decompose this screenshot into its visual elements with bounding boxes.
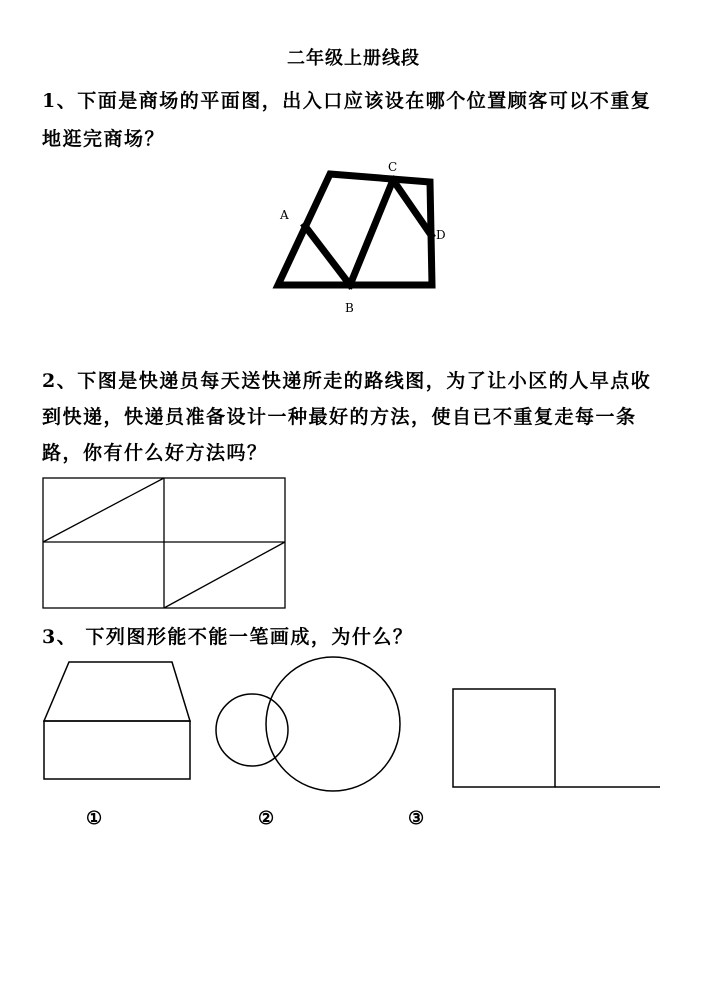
route-diagonal-top-left [43, 478, 164, 542]
figure-number-1: ① [86, 808, 103, 829]
mall-path-b-c [350, 180, 393, 285]
mall-floor-plan [260, 150, 460, 320]
figure-number-3: ③ [408, 808, 425, 829]
point-label-b: B [345, 301, 354, 315]
route-diagonal-bottom-right [164, 542, 285, 608]
question-2-line-2: 到快递，快递员准备设计一种最好的方法，使自已不重复走每一条 [42, 406, 637, 428]
figures-one-stroke [40, 650, 665, 795]
figure-3-square [453, 689, 555, 787]
delivery-route-map [40, 475, 290, 613]
question-2-line-3: 路，你有什么好方法吗？ [42, 442, 268, 464]
question-1-line-2: 地逛完商场？ [42, 128, 166, 150]
point-label-a: A [280, 208, 289, 222]
mall-path-a-b [305, 226, 350, 285]
question-3-line-1: 3、 下列图形能不能一笔画成，为什么？ [42, 626, 414, 648]
figure-2-small-circle [216, 694, 288, 766]
figure-1-trapezoid [44, 662, 190, 721]
figure-2-large-circle [266, 657, 400, 791]
page-title: 二年级上册线段 [287, 48, 420, 69]
mall-path-c-d [393, 180, 431, 235]
point-label-c: C [388, 160, 398, 174]
figure-1-rectangle [44, 721, 190, 779]
point-label-d: D [436, 228, 446, 242]
figure-number-2: ② [258, 808, 275, 829]
question-2-line-1: 2、下图是快递员每天送快递所走的路线图，为了让小区的人早点收 [42, 370, 652, 392]
question-1-line-1: 1、下面是商场的平面图，出入口应该设在哪个位置顾客可以不重复 [42, 90, 652, 112]
